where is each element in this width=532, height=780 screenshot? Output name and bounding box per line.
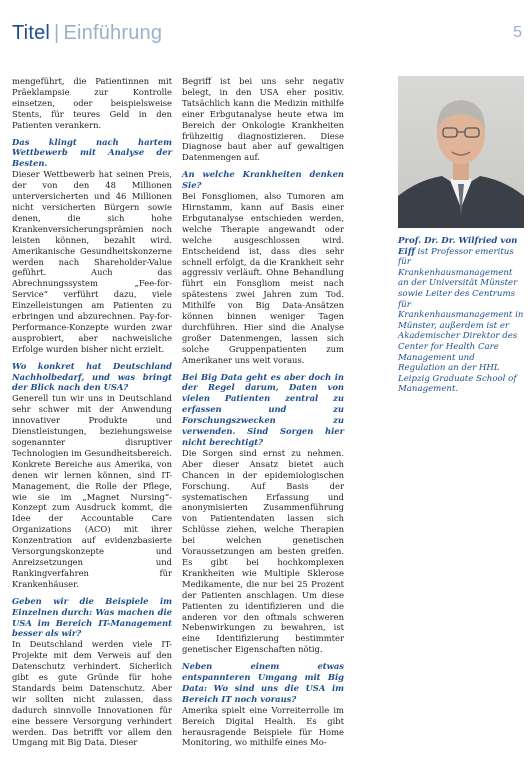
interview-question: An welche Krankheiten denken Sie?	[182, 169, 344, 191]
interview-question: Geben wir die Beispiele im Einzelnen durch: Was machen die USA im Bereich IT-Management besser als wir?	[12, 595, 172, 639]
text-column-2	[182, 76, 344, 748]
portrait-illustration	[398, 76, 524, 228]
paragraph: Amerika spielt eine Vorreiterrolle im Bereich Digital Health. Es gibt herausragende Beispiele für Home Monitoring, wo mithilfe eines Mo-	[182, 704, 344, 748]
interview-question: Das klingt nach hartem Wettbewerb mit Analyse der Besten.	[12, 136, 172, 169]
paragraph: Dieser Wettbewerb hat seinen Preis, der von den 48 Millionen unterversicherten und 46 Millionen nicht versicherten Bürgern sowie denen, die sich hohe Krankenversicherungsprämien noch leisten können, bezahlt wird. Amerikanische Gesundheitskonzerne werden nach Shareholder-Value geführt. Auch das Abrechnungssystem „Fee-for-Service“ verführt dazu, viele Einzelleistungen am Patienten zu erbringen und abzurechnen. Pay-for-Performance-Konzepte wurden zwar ausprobiert, aber nachweisliche Erfolge wurden bisher nicht erzielt.	[12, 169, 172, 354]
section-title: Titel	[12, 22, 51, 44]
header-separator: |	[54, 22, 60, 44]
page-number: 5	[513, 24, 522, 41]
caption-name: Prof. Dr. Dr. Wilfried von Eiff	[398, 236, 518, 257]
section-subtitle: Einführung	[63, 22, 163, 44]
caption-text: ist Professor emeritus für Krankenhausmanagement an der Universität Münster sowie Leiter des Centrums für Krankenhausmanagement in Münster, außerdem ist er Akademischer Direktor des Center for Health Care Management und Regulation an der HHL Leipzig Graduate School of Management.	[398, 246, 524, 395]
paragraph: In Deutschland werden viele IT-Projekte mit dem Verweis auf den Datenschutz verhindert. Sicherlich gibt es gute Gründe für hohe Standards beim Datenschutz. Aber wir sollten nicht zulassen, dass dadurch sinnvolle Innovationen für eine bessere Versorgung verhindert werden. Das betrifft vor allem den Umgang mit Big Data. Dieser	[12, 639, 172, 748]
paragraph: mengeführt, die Patientinnen mit Präeklampsie zur Kontrolle einsetzen, oder beispielsweise Stents, für teures Geld in den Patienten verankern.	[12, 76, 172, 130]
section-header	[12, 22, 162, 45]
interview-question: Wo konkret hat Deutschland Nachholbedarf, und was bringt der Blick nach den USA?	[12, 360, 172, 393]
paragraph: Begriff ist bei uns sehr negativ belegt, in den USA eher positiv. Tatsächlich kann die Medizin mithilfe einer Erbgutanalyse heute etwa im Bereich der Onkologie Krankheiten frühzeitig diagnostizieren. Diese Diagnose baut aber auf gewaltigen Datenmengen auf.	[182, 76, 344, 163]
interview-question: Neben einem etwas entspannteren Umgang mit Big Data: Wo sind uns die USA im Bereich IT noch voraus?	[182, 661, 344, 704]
paragraph: Die Sorgen sind ernst zu nehmen. Aber dieser Ansatz bietet auch Chancen in der epidemiologischen Forschung. Auf Basis der systematischen Erfassung und anonymisierten Zusammenführung von Patientendaten lassen sich Schlüsse ziehen, welche Therapien bei welchen genetischen Voraussetzungen am besten greifen. Es gibt bei hochkomplexen Krankheiten wie Multiple Sklerose Medikamente, die nur bei 25 Prozent der Patienten anschlagen. Um diese Patienten zu identifizieren und die anderen vor den oftmals schweren Nebenwirkungen zu bewahren, ist eine Identifizierung bestimmter genetischer Eigenschaften nötig.	[182, 447, 344, 655]
paragraph: Bei Fonsgliomen, also Tumoren am Hirnstamm, kann auf Basis einer Erbgutanalyse entschieden werden, welche Therapie angewandt oder welche ausgeschlossen wird. Entscheidend ist, dass dies sehr schnell erfolgt, da die Krankheit sehr aggressiv verläuft. Ohne Behandlung führt ein Fonsgliom meist nach spätestens zwei Jahren zum Tod. Mithilfe von Big Data-Ansätzen können binnen weniger Tagen durchführen. Hier sind die Analyse großer Datenmengen, lassen sich solche Gruppenpatienten zum Amerikaner uns weit voraus.	[182, 191, 344, 365]
text-column-1	[12, 76, 172, 748]
portrait-photo	[398, 76, 524, 228]
interview-question: Bei Big Data geht es aber doch in der Regel darum, Daten von vielen Patienten zentral zu erfassen und zu Forschungszwecken zu verwenden. Sind Sorgen hier nicht berechtigt?	[182, 371, 344, 447]
paragraph: Generell tun wir uns in Deutschland sehr schwer mit der Anwendung innovativer Produkte und Dienstleistungen, beziehungsweise sogenannter disruptiver Technologien im Gesundheitsbereich. Konkrete Bereiche aus Amerika, von denen wir lernen können, sind IT-Management, die Rolle der Pflege, wie sie im „Magnet Nursing“-Konzept zum Ausdruck kommt, die Idee der Accountable Care Organizations (ACO) mit ihrer Konzentration auf evidenzbasierte Versorgungskonzepte und Anreizsetzungen und Rankingverfahren für Krankenhäuser.	[12, 393, 172, 589]
photo-caption	[398, 236, 524, 395]
